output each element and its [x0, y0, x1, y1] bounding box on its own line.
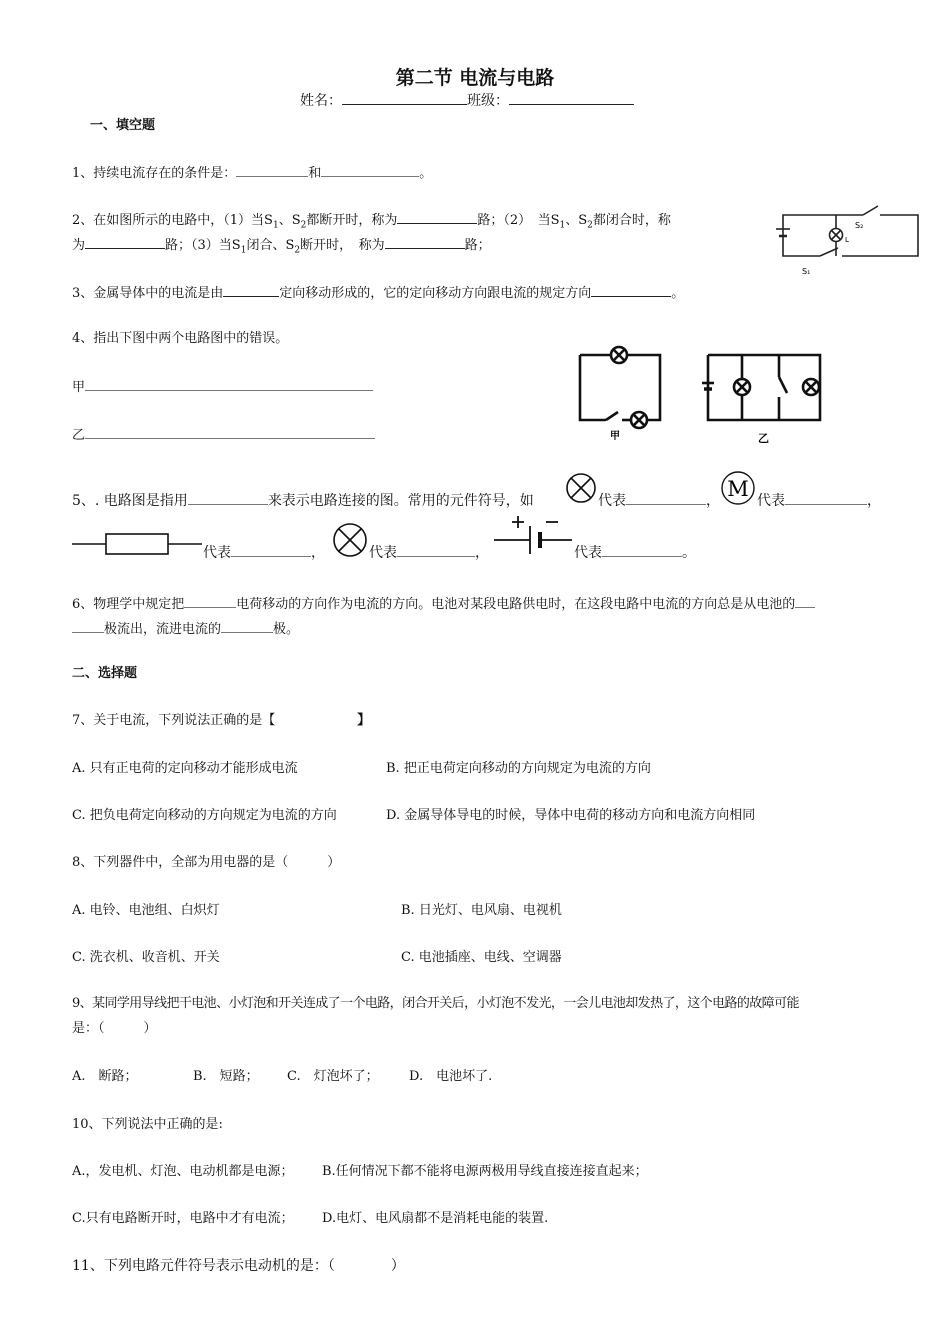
q8-option-a[interactable]: A. 电铃、电池组、白炽灯 — [72, 903, 220, 918]
q10-option-b[interactable]: B.任何情况下都不能将电源两极用导线直接连接直起来； — [322, 1164, 648, 1179]
q7-option-c[interactable]: C. 把负电荷定向移动的方向规定为电流的方向 — [72, 808, 337, 823]
q4-yi-blank[interactable] — [85, 425, 375, 439]
q2-text-c: 都断开时，称为 — [306, 213, 398, 228]
q3-blank-2[interactable] — [591, 283, 671, 297]
q2-text-a: 2、在如图所示的电路中，（1）当S — [72, 213, 273, 228]
fig-label-yi: 乙 — [758, 432, 769, 445]
q2-sub-2: 2 — [300, 220, 307, 231]
q6-blank-2b[interactable] — [72, 619, 104, 633]
q8-option-c[interactable]: C. 洗衣机、收音机、开关 — [72, 950, 220, 965]
q5-motor-desc — [757, 491, 881, 510]
question-4: 4、指出下图中两个电路图中的错误。 — [72, 331, 289, 346]
class-blank[interactable] — [509, 91, 634, 105]
motor-m-letter: M — [727, 477, 749, 501]
question-10: 10、下列说法中正确的是: — [72, 1117, 223, 1132]
q3-blank-1[interactable] — [223, 283, 279, 297]
fig-label-jia: 甲 — [610, 431, 620, 442]
q5-blank-3[interactable] — [785, 491, 867, 505]
q4-jia-label: 甲 — [72, 380, 86, 395]
page-title: 第二节 电流与电路 — [395, 67, 555, 89]
q5-text-a-wrap — [72, 491, 534, 510]
q2-sub-6: 2 — [294, 245, 301, 256]
q4-jia-line — [72, 377, 373, 397]
resistor-symbol-icon — [72, 530, 202, 558]
question-1 — [72, 163, 432, 183]
q5-resistor-desc — [203, 543, 325, 562]
lamp-symbol-icon — [565, 472, 597, 504]
question-11: 11、下列电路元件符号表示电动机的是：（ ） — [72, 1258, 405, 1274]
q10-option-d[interactable]: D.电灯、电风扇都不是消耗电能的装置. — [322, 1211, 549, 1226]
q9-option-b[interactable]: B. 短路； — [193, 1069, 259, 1084]
question-7 — [72, 712, 370, 730]
q2-text-g: 为 — [72, 238, 86, 253]
question-2-line-2 — [72, 235, 491, 260]
q5-blank-1[interactable] — [188, 491, 268, 505]
question-2-line-1 — [72, 210, 671, 235]
q8-option-d[interactable]: C. 电池插座、电线、空调器 — [401, 950, 562, 965]
q2-blank-1[interactable] — [397, 210, 477, 224]
name-blank[interactable] — [342, 91, 467, 105]
question-3 — [72, 283, 684, 303]
jia-wire-left — [580, 355, 606, 420]
q4-yi-label: 乙 — [72, 428, 86, 443]
q1-text: 1、持续电流存在的条件是： — [72, 166, 237, 181]
q2-wire-right — [842, 215, 918, 256]
q2-blank-3[interactable] — [385, 235, 465, 249]
q5-comma-4: ， — [475, 545, 489, 561]
question-9-line-2: 是：（ ） — [72, 1021, 157, 1036]
q2-text-f: 都闭合时，称 — [592, 213, 671, 228]
q5-daibiao-4: 代表 — [369, 545, 397, 561]
q6-blank-2a[interactable] — [795, 594, 815, 608]
q1-and: 和 — [308, 166, 322, 181]
q2-wire-left — [783, 215, 820, 256]
q4-jia-blank[interactable] — [85, 377, 373, 391]
q5-comma-3: ， — [311, 545, 325, 561]
battery-symbol-icon — [494, 514, 572, 556]
question-6-line-2 — [72, 619, 299, 639]
jia-wire-right — [628, 355, 660, 420]
q6-blank-3[interactable] — [221, 619, 273, 633]
q1-blank-1[interactable] — [236, 163, 308, 177]
q5-daibiao-3: 代表 — [203, 545, 231, 561]
q2-text-i: 闭合、S — [246, 238, 295, 253]
q5-lamp-desc — [598, 491, 720, 510]
q2-text-h: 路；（3）当S — [165, 238, 241, 253]
question-8: 8、下列器件中，全部为用电器的是（ ） — [72, 855, 341, 870]
q5-daibiao-1: 代表 — [598, 493, 626, 509]
q5-comma-2: ， — [867, 493, 881, 509]
q5-blank-2[interactable] — [626, 491, 706, 505]
q2-circuit-diagram — [768, 200, 918, 282]
section-fill-blank-heading: 一、填空题 — [90, 118, 156, 133]
q2-text-k: 路； — [464, 238, 491, 253]
q2-label-s1: S₁ — [802, 267, 811, 276]
q2-label-l: L — [845, 236, 849, 244]
q4-yi-line — [72, 425, 375, 445]
question-6-line-1 — [72, 594, 815, 614]
q3-text-b: 定向移动形成的，它的定向移动方向跟电流的规定方向 — [279, 286, 592, 301]
q7-close: 】 — [357, 713, 371, 728]
yi-switch — [779, 377, 787, 393]
q3-text-c: 。 — [671, 286, 685, 301]
q1-end: 。 — [419, 166, 433, 181]
q5-lamp2-desc — [369, 543, 489, 562]
q2-text-d: 路；（2） 当S — [477, 213, 560, 228]
section-choice-heading: 二、选择题 — [72, 666, 138, 681]
q8-option-b[interactable]: B. 日光灯、电风扇、电视机 — [401, 903, 562, 918]
q5-comma-1: ， — [706, 493, 720, 509]
lamp-symbol-2-icon — [332, 522, 368, 558]
q2-text-j: 断开时， 称为 — [300, 238, 385, 253]
q9-option-a[interactable]: A. 断路； — [72, 1069, 138, 1084]
q9-option-d[interactable]: D. 电池坏了. — [409, 1069, 493, 1084]
q2-sub-5: 1 — [240, 245, 247, 256]
q2-sub-4: 2 — [587, 220, 593, 231]
q10-option-a[interactable]: A.，发电机、灯泡、电动机都是电源； — [72, 1164, 294, 1179]
q2-blank-2[interactable] — [85, 235, 165, 249]
q5-period: 。 — [682, 545, 696, 561]
name-label: 姓名： — [300, 93, 342, 109]
q6-text-d: 极。 — [273, 622, 300, 637]
q6-text-c: 极流出，流进电流的 — [104, 622, 222, 637]
q7-option-a[interactable]: A. 只有正电荷的定向移动才能形成电流 — [72, 761, 298, 776]
q4-circuit-diagrams — [568, 345, 823, 445]
q5-text-a: 5、. 电路图是指用 — [72, 493, 188, 509]
q2-switch-s2 — [863, 206, 878, 215]
q7-stem: 7、关于电流，下列说法正确的是【 — [72, 713, 276, 728]
q5-text-b: 来表示电路连接的图。常用的元件符号，如 — [267, 493, 534, 509]
jia-switch — [606, 412, 618, 420]
q1-blank-2[interactable] — [321, 163, 419, 177]
q5-battery-desc — [574, 543, 696, 562]
q2-text-e: 、S — [565, 213, 588, 228]
q5-blank-6[interactable] — [602, 543, 682, 557]
q2-label-s2: S₂ — [855, 221, 864, 230]
q3-text-a: 3、金属导体中的电流是由 — [72, 286, 224, 301]
question-9-line-1: 9、某同学用导线把干电池、小灯泡和开关连成了一个电路，闭合开关后，小灯泡不发光，一会儿电池却发热了，这个电路的故障可能 — [72, 996, 799, 1011]
q5-daibiao-5: 代表 — [574, 545, 602, 561]
q5-daibiao-2: 代表 — [757, 493, 785, 509]
motor-symbol-icon — [720, 470, 756, 506]
q2-sub-1: 1 — [272, 220, 279, 231]
q2-text-b: 、S — [278, 213, 301, 228]
q9-option-c[interactable]: C. 灯泡坏了； — [287, 1069, 379, 1084]
q6-blank-1[interactable] — [184, 594, 236, 608]
q7-option-b[interactable]: B. 把正电荷定向移动的方向规定为电流的方向 — [386, 761, 651, 776]
q5-blank-4[interactable] — [231, 543, 311, 557]
q10-option-c[interactable]: C.只有电路断开时，电路中才有电流； — [72, 1211, 294, 1226]
q6-text-b: 电荷移动的方向作为电流的方向。电池对某段电路供电时，在这段电路中电流的方向总是从电池的 — [236, 597, 796, 612]
q2-sub-3: 1 — [559, 220, 566, 231]
name-class-line — [300, 91, 634, 110]
class-label: 班级： — [467, 93, 509, 109]
q5-blank-5[interactable] — [397, 543, 475, 557]
q7-option-d[interactable]: D. 金属导体导电的时候，导体中电荷的移动方向和电流方向相同 — [386, 808, 756, 823]
q6-text-a: 6、物理学中规定把 — [72, 597, 185, 612]
